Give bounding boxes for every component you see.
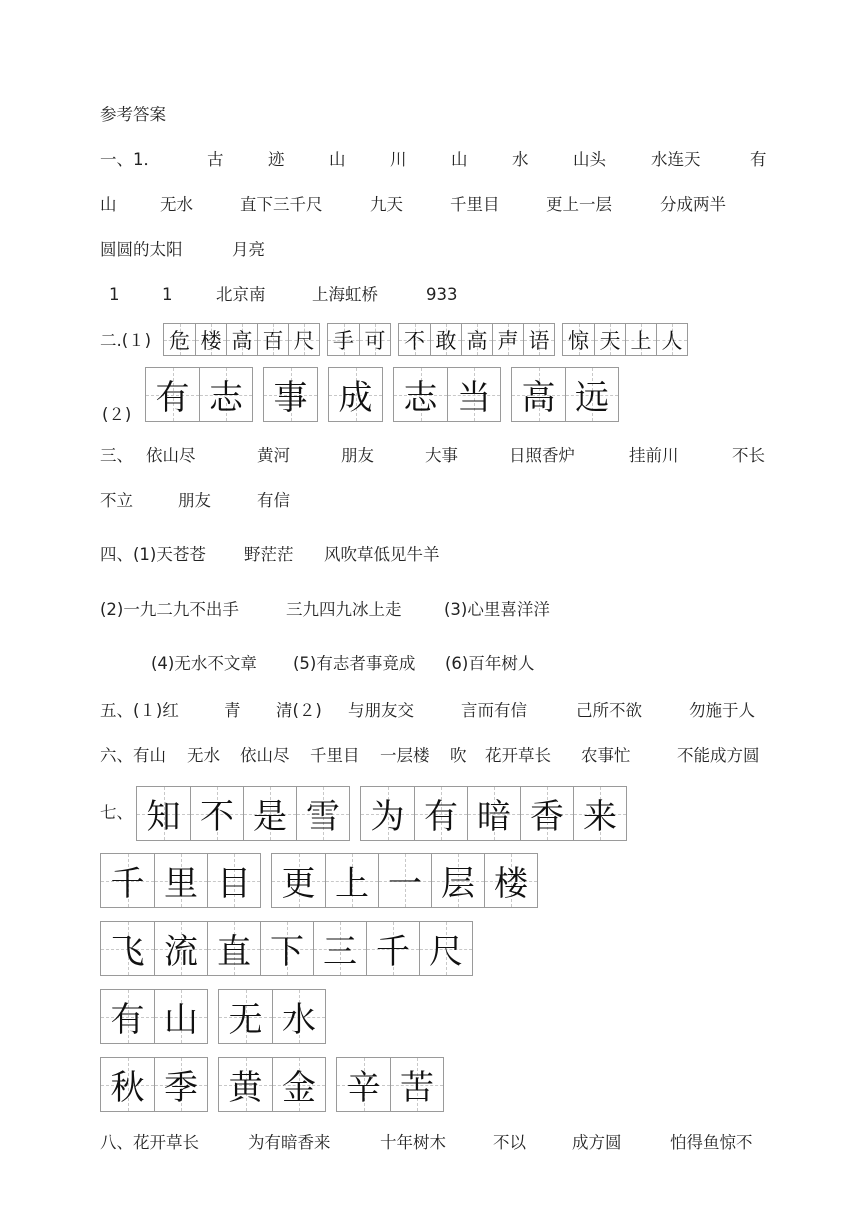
grid-cell: 远 — [565, 368, 618, 421]
answer: 有 — [750, 150, 767, 169]
answer: 月亮 — [232, 240, 265, 259]
grid-cell: 尺 — [288, 324, 319, 355]
answer: 三九四九冰上走 — [286, 600, 402, 619]
grid-cell: 不 — [190, 787, 243, 840]
section-7-label: 七、 — [100, 803, 133, 822]
answer: 无水 — [187, 746, 220, 765]
answer: 不长 — [732, 446, 765, 465]
answer: 水连天 — [651, 150, 701, 169]
grid-cell: 季 — [154, 1058, 207, 1111]
grid-cell: 人 — [656, 324, 687, 355]
grid-group — [136, 786, 350, 841]
grid-cell: 流 — [154, 922, 207, 975]
grid-cell: 危 — [164, 324, 195, 355]
answer: 不以 — [493, 1133, 526, 1152]
grid-cell: 飞 — [101, 922, 154, 975]
answer: 黄河 — [257, 446, 290, 465]
grid-cell: 秋 — [101, 1058, 154, 1111]
grid-group — [398, 323, 555, 356]
grid-cell: 楼 — [195, 324, 226, 355]
grid-group — [100, 989, 208, 1044]
answer: 有信 — [257, 491, 290, 510]
grid-cell: 直 — [207, 922, 260, 975]
answer: 为有暗香来 — [248, 1133, 331, 1152]
grid-cell: 千 — [366, 922, 419, 975]
answer: 青 — [224, 701, 241, 720]
grid-group — [327, 323, 391, 356]
grid-group — [511, 367, 619, 422]
grid-group — [145, 367, 253, 422]
grid-group — [271, 853, 538, 908]
grid-cell: 目 — [207, 854, 260, 907]
section-1-prefix: 一、1． — [100, 150, 160, 169]
answer: 挂前川 — [629, 446, 679, 465]
grid-cell: 金 — [272, 1058, 325, 1111]
answer: 大事 — [425, 446, 458, 465]
answer: 怕得鱼惊不 — [670, 1133, 753, 1152]
answer: 迹 — [268, 150, 285, 169]
grid-cell: 一 — [378, 854, 431, 907]
grid-cell: 高 — [226, 324, 257, 355]
section-7-row-3 — [100, 921, 473, 976]
answer: 日照香炉 — [509, 446, 575, 465]
grid-cell: 声 — [492, 324, 523, 355]
grid-cell: 山 — [154, 990, 207, 1043]
answer: 无水 — [160, 195, 193, 214]
grid-cell: 上 — [325, 854, 378, 907]
grid-cell: 楼 — [484, 854, 537, 907]
grid-cell: 事 — [264, 368, 317, 421]
answer: 农事忙 — [581, 746, 631, 765]
title-text: 参考答案 — [100, 105, 166, 124]
answer: 己所不欲 — [576, 701, 642, 720]
grid-cell: 惊 — [563, 324, 594, 355]
answer: 依山尽 — [146, 446, 196, 465]
answer: 八、花开草长 — [100, 1133, 199, 1152]
grid-cell: 志 — [394, 368, 447, 421]
grid-cell: 高 — [512, 368, 565, 421]
answer: 川 — [390, 150, 407, 169]
answer: 更上一层 — [546, 195, 612, 214]
grid-cell: 高 — [461, 324, 492, 355]
section-7-row-2 — [100, 853, 538, 908]
answer: 与朋友交 — [348, 701, 414, 720]
section-7-row-1 — [136, 786, 627, 841]
grid-cell: 黄 — [219, 1058, 272, 1111]
answer: 朋友 — [178, 491, 211, 510]
answer: 勿施于人 — [689, 701, 755, 720]
answer: 圆圆的太阳 — [100, 240, 183, 259]
grid-cell: 知 — [137, 787, 190, 840]
grid-group — [163, 323, 320, 356]
grid-group — [263, 367, 318, 422]
grid-cell: 更 — [272, 854, 325, 907]
grid-cell: 是 — [243, 787, 296, 840]
grid-cell: 有 — [414, 787, 467, 840]
grid-group — [360, 786, 627, 841]
grid-cell: 辛 — [337, 1058, 390, 1111]
grid-cell: 成 — [329, 368, 382, 421]
answer: 分成两半 — [660, 195, 726, 214]
grid-cell: 下 — [260, 922, 313, 975]
grid-cell: 手 — [328, 324, 359, 355]
grid-cell: 当 — [447, 368, 500, 421]
grid-cell: 天 — [594, 324, 625, 355]
grid-cell: 雪 — [296, 787, 349, 840]
grid-group — [218, 1057, 326, 1112]
answer: 山 — [100, 195, 117, 214]
grid-cell: 苦 — [390, 1058, 443, 1111]
grid-cell: 上 — [625, 324, 656, 355]
grid-group — [100, 1057, 208, 1112]
answer: 不能成方圆 — [677, 746, 760, 765]
grid-cell: 层 — [431, 854, 484, 907]
grid-cell: 有 — [146, 368, 199, 421]
grid-cell: 不 — [399, 324, 430, 355]
grid-group — [562, 323, 688, 356]
answer: 933 — [426, 285, 458, 304]
section-7-row-5 — [100, 1057, 444, 1112]
answer: 成方圆 — [572, 1133, 622, 1152]
answer: 上海虹桥 — [312, 285, 378, 304]
grid-cell: 尺 — [419, 922, 472, 975]
section-7-row-4 — [100, 989, 326, 1044]
answer: 朋友 — [341, 446, 374, 465]
answer: 清(２) — [276, 701, 322, 720]
answer: (3)心里喜洋洋 — [444, 600, 550, 619]
answer: (5)有志者事竟成 — [293, 654, 416, 673]
grid-cell: 百 — [257, 324, 288, 355]
grid-cell: 千 — [101, 854, 154, 907]
grid-cell: 为 — [361, 787, 414, 840]
grid-group — [100, 921, 473, 976]
section-2-grid-1 — [163, 323, 688, 356]
answer: 花开草长 — [485, 746, 551, 765]
answer: 依山尽 — [240, 746, 290, 765]
grid-cell: 志 — [199, 368, 252, 421]
answer: 水 — [512, 150, 529, 169]
grid-cell: 来 — [573, 787, 626, 840]
answer: 言而有信 — [461, 701, 527, 720]
grid-group — [328, 367, 383, 422]
grid-group — [218, 989, 326, 1044]
grid-group — [336, 1057, 444, 1112]
answer: 北京南 — [216, 285, 266, 304]
answer: (4)无水不文章 — [151, 654, 257, 673]
grid-cell: 三 — [313, 922, 366, 975]
grid-cell: 水 — [272, 990, 325, 1043]
answer: 山头 — [573, 150, 606, 169]
grid-cell: 香 — [520, 787, 573, 840]
answer: 野茫茫 — [244, 545, 294, 564]
grid-cell: 暗 — [467, 787, 520, 840]
grid-group — [100, 853, 261, 908]
answer: 四、(1)天苍苍 — [100, 545, 206, 564]
grid-cell: 可 — [359, 324, 390, 355]
grid-cell: 里 — [154, 854, 207, 907]
answer: 风吹草低见牛羊 — [324, 545, 440, 564]
grid-group — [393, 367, 501, 422]
answer: 十年树木 — [380, 1133, 446, 1152]
answer: 1 — [109, 285, 120, 304]
section-2-label-1: 二.(１) — [100, 331, 152, 350]
answer: 五、(１)红 — [100, 701, 179, 720]
answer: 山 — [451, 150, 468, 169]
answer: 六、有山 — [100, 746, 166, 765]
answer: 1 — [162, 285, 173, 304]
answer: 九天 — [370, 195, 403, 214]
answer: 不立 — [100, 491, 133, 510]
answer: 吹 — [450, 746, 467, 765]
grid-cell: 有 — [101, 990, 154, 1043]
section-2-label-2: (２) — [102, 405, 132, 424]
answer: (6)百年树人 — [445, 654, 535, 673]
grid-cell: 敢 — [430, 324, 461, 355]
grid-cell: 语 — [523, 324, 554, 355]
answer: 一层楼 — [380, 746, 430, 765]
answer: (2)一九二九不出手 — [100, 600, 239, 619]
grid-cell: 无 — [219, 990, 272, 1043]
answer: 直下三千尺 — [240, 195, 323, 214]
answer: 千里目 — [310, 746, 360, 765]
section-3-prefix: 三、 — [100, 446, 133, 465]
answer: 千里目 — [450, 195, 500, 214]
page-title — [100, 104, 166, 126]
section-2-grid-2 — [145, 367, 619, 422]
answer: 古 — [207, 150, 224, 169]
answer: 山 — [329, 150, 346, 169]
